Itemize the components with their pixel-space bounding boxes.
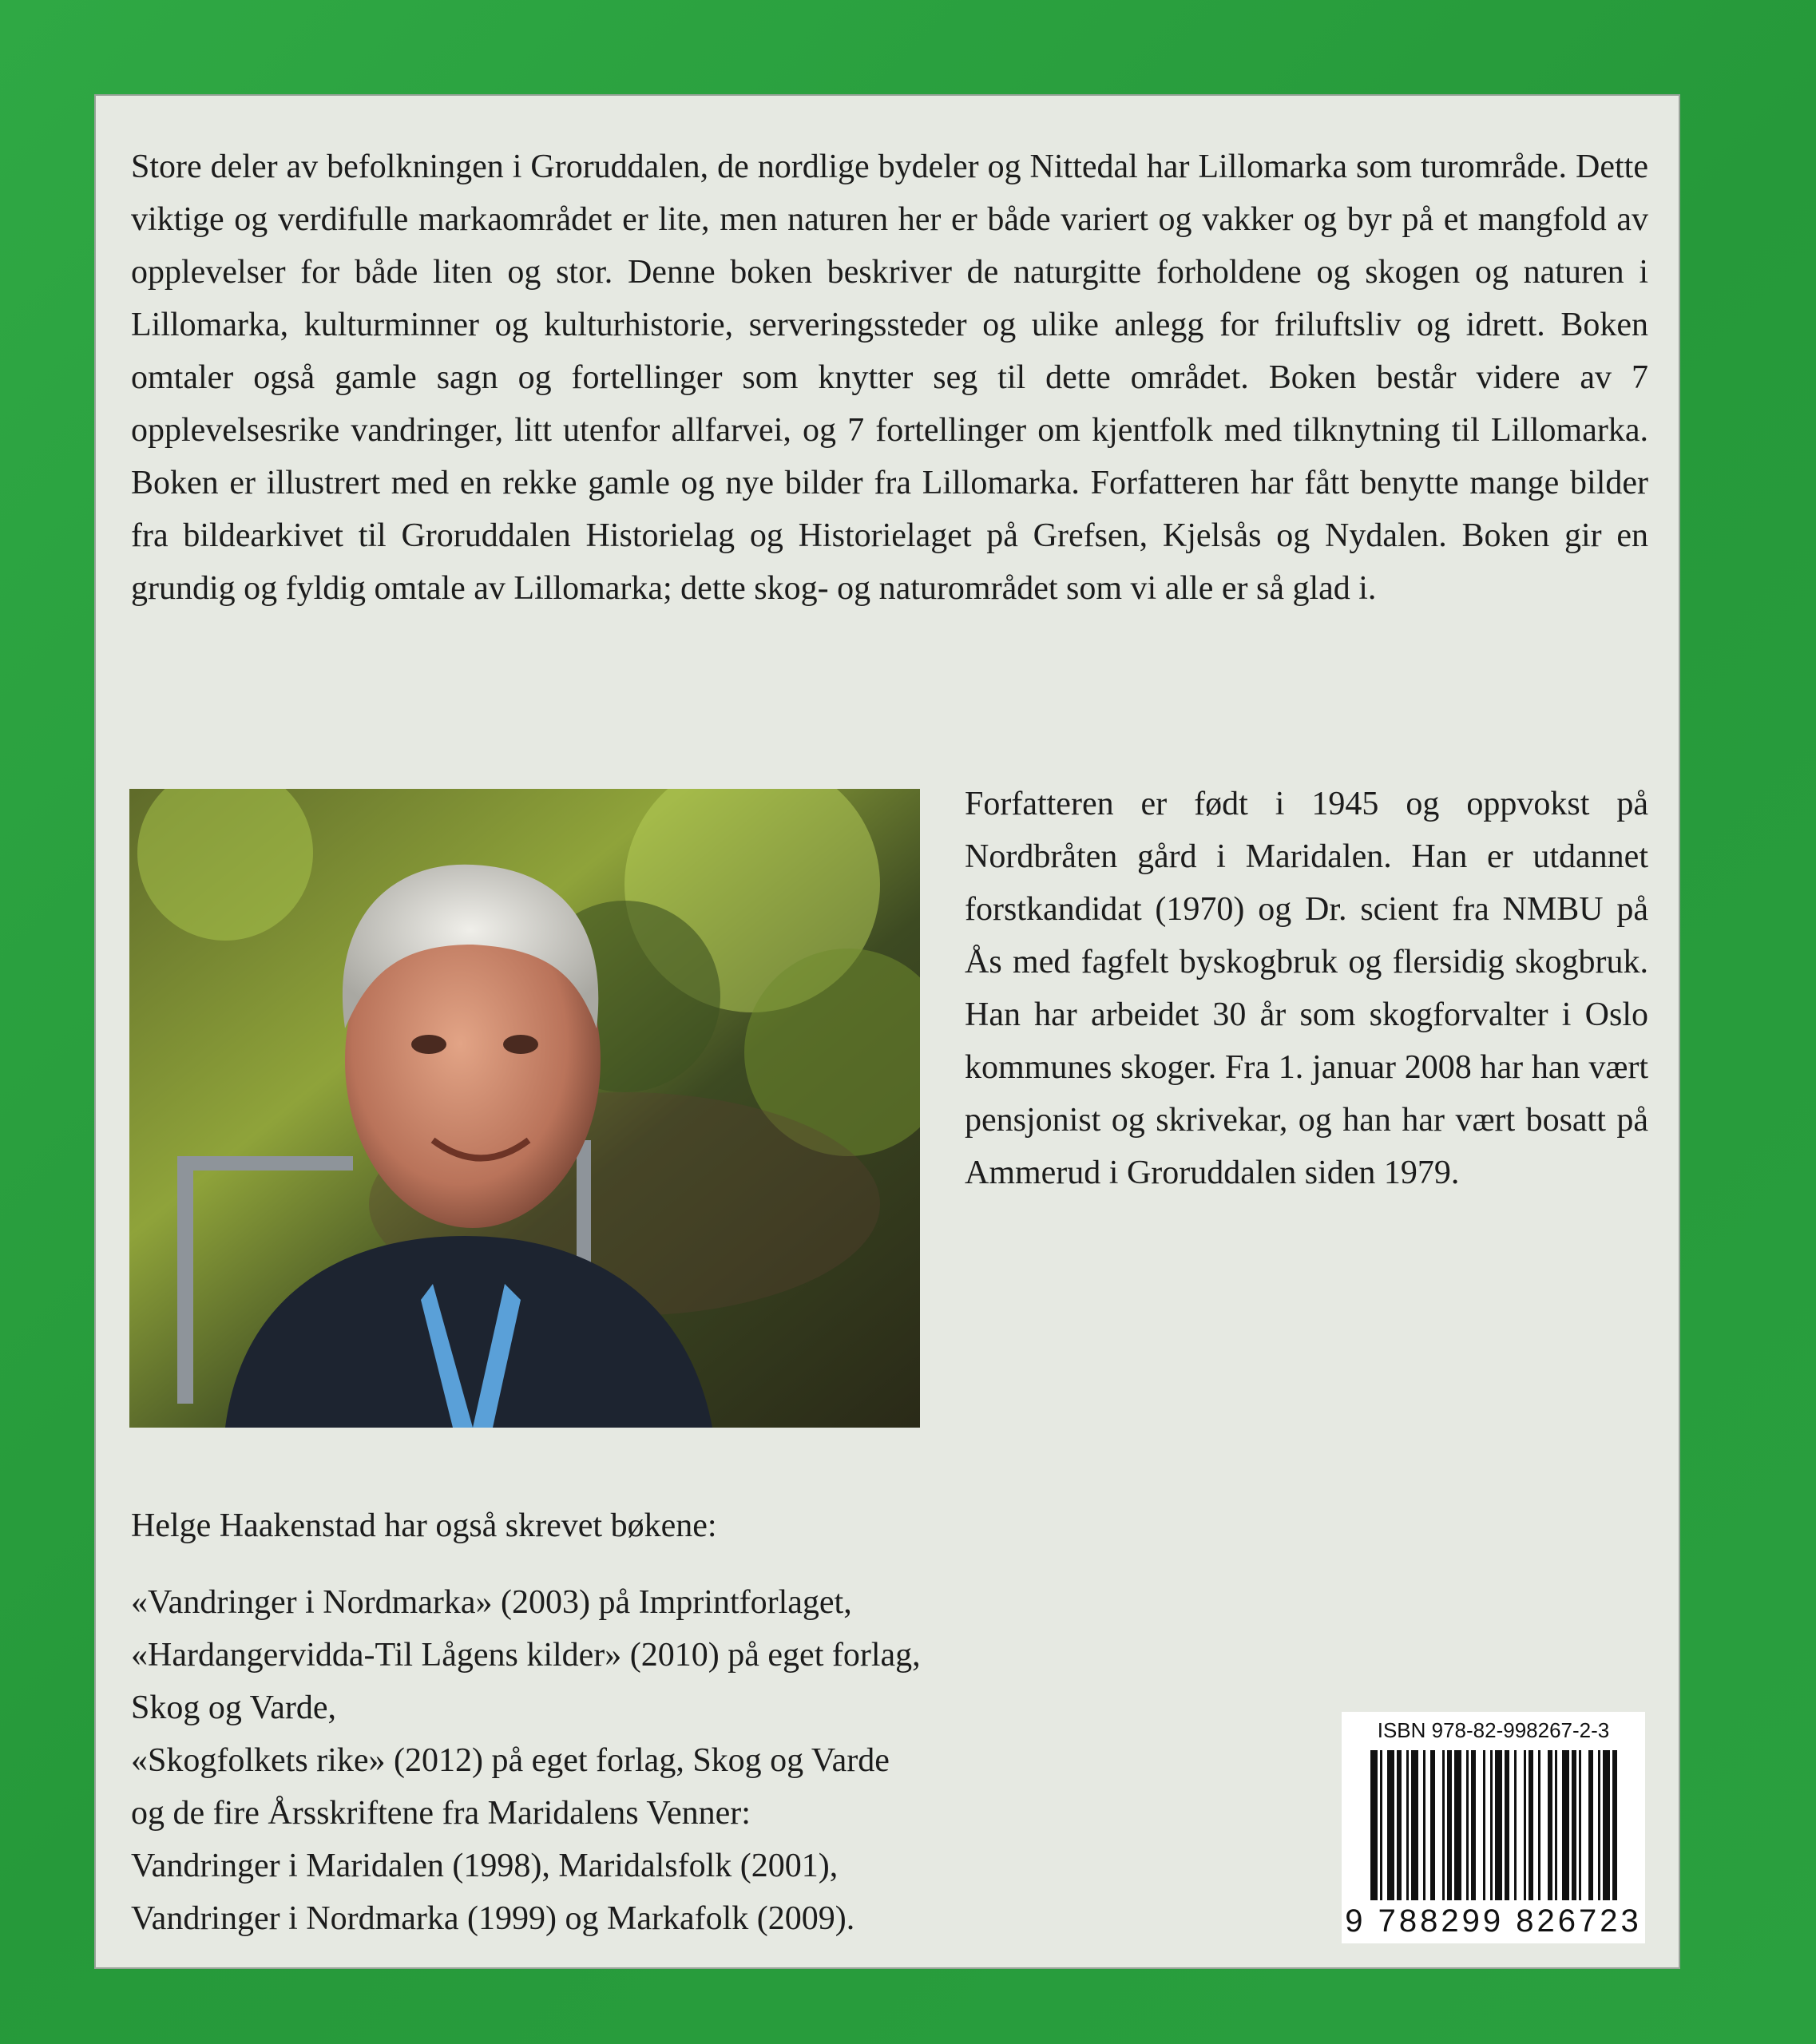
barcode-bar xyxy=(1483,1750,1485,1900)
barcode-bar xyxy=(1562,1750,1569,1900)
barcode-bar xyxy=(1588,1750,1593,1900)
barcode-bar xyxy=(1524,1750,1526,1900)
other-books xyxy=(131,1499,1185,1945)
barcode-bar xyxy=(1538,1750,1540,1900)
barcode-bar xyxy=(1555,1750,1557,1900)
barcode-bar xyxy=(1612,1750,1617,1900)
author-photo xyxy=(129,789,920,1428)
barcode-bar xyxy=(1495,1750,1502,1900)
barcode-bar xyxy=(1579,1750,1581,1900)
book-line: Vandringer i Maridalen (1998), Maridalsfolk (2001), xyxy=(131,1848,839,1884)
book-line: Vandringer i Nordmarka (1999) og Markafolk (2009). xyxy=(131,1900,855,1937)
isbn-barcode xyxy=(1342,1712,1645,1943)
book-line: «Hardangervidda-Til Lågens kilder» (2010) på eget forlag, xyxy=(131,1637,921,1674)
barcode-bar xyxy=(1406,1750,1409,1900)
book-line: «Vandringer i Nordmarka» (2003) på Imprintforlaget, xyxy=(131,1584,852,1621)
barcode-bar xyxy=(1466,1750,1469,1900)
barcode-bar xyxy=(1430,1750,1435,1900)
barcode-bar xyxy=(1603,1750,1610,1900)
barcode-bar xyxy=(1397,1750,1402,1900)
barcode-bar xyxy=(1411,1750,1418,1900)
barcode-bar xyxy=(1442,1750,1445,1900)
author-portrait-image xyxy=(129,789,920,1428)
book-line: «Skogfolkets rike» (2012) på eget forlag, Skog og Varde xyxy=(131,1742,890,1779)
other-books-intro: Helge Haakenstad har også skrevet bøkene: xyxy=(131,1507,717,1544)
barcode-bar xyxy=(1572,1750,1576,1900)
barcode-bar xyxy=(1380,1750,1382,1900)
book-line: og de fire Årsskriftene fra Maridalens Venner: xyxy=(131,1795,751,1832)
barcode-digits: 9 788299 826723 xyxy=(1345,1903,1642,1939)
barcode-bar xyxy=(1423,1750,1425,1900)
barcode-bar xyxy=(1370,1750,1378,1900)
book-description: Store deler av befolkningen i Groruddalen, de nordlige bydeler og Nittedal har Lillomarka som turområde. Dette viktige og verdifulle markaområdet er lite, men naturen her er både variert og vakker og byr på et mangfold av opplevelser for både liten og stor. Denne boken beskriver de naturgitte forholdene og skogen og naturen i Lillomarka, kulturminner og kulturhistorie, serveringssteder og ulike anlegg for friluftsliv og idrett. Boken omtaler også gamle sagn og fortellinger som knytter seg til dette området. Boken består videre av 7 opplevelsesrike vandringer, litt utenfor allfarvei, og 7 fortellinger om kjentfolk med tilknytning til Lillomarka. Boken er illustrert med en rekke gamle og nye bilder fra Lillomarka. Forfatteren har fått benytte mange bilder fra bildearkivet til Groruddalen Historielag og Historielaget på Grefsen, Kjelsås og Nydalen. Boken gir en grundig og fyldig omtale av Lillomarka; dette skog- og naturområdet som vi alle er så glad i. xyxy=(131,149,1648,607)
barcode-bar xyxy=(1548,1750,1552,1900)
barcode-bar xyxy=(1529,1750,1533,1900)
barcode-bar xyxy=(1454,1750,1461,1900)
barcode-bar xyxy=(1505,1750,1509,1900)
barcode-bar xyxy=(1598,1750,1600,1900)
barcode-bar xyxy=(1490,1750,1493,1900)
author-biography: Forfatteren er født i 1945 og oppvokst på Nordbråten gård i Maridalen. Han er utdannet forstkandidat (1970) og Dr. scient fra NMBU på Ås med fagfelt byskogbruk og flersidig skogbruk. Han har arbeidet 30 år som skogforvalter i Oslo kommunes skoger. Fra 1. januar 2008 har han vært pensjonist og skrivekar, og han har vært bosatt på Ammerud i Groruddalen siden 1979. xyxy=(965,786,1648,1191)
barcode-bar xyxy=(1471,1750,1476,1900)
barcode-bar xyxy=(1514,1750,1517,1900)
isbn-label: ISBN 978-82-998267-2-3 xyxy=(1377,1718,1610,1742)
barcode-bar xyxy=(1387,1750,1394,1900)
book-line: Skog og Varde, xyxy=(131,1689,337,1726)
barcode-bar xyxy=(1447,1750,1452,1900)
